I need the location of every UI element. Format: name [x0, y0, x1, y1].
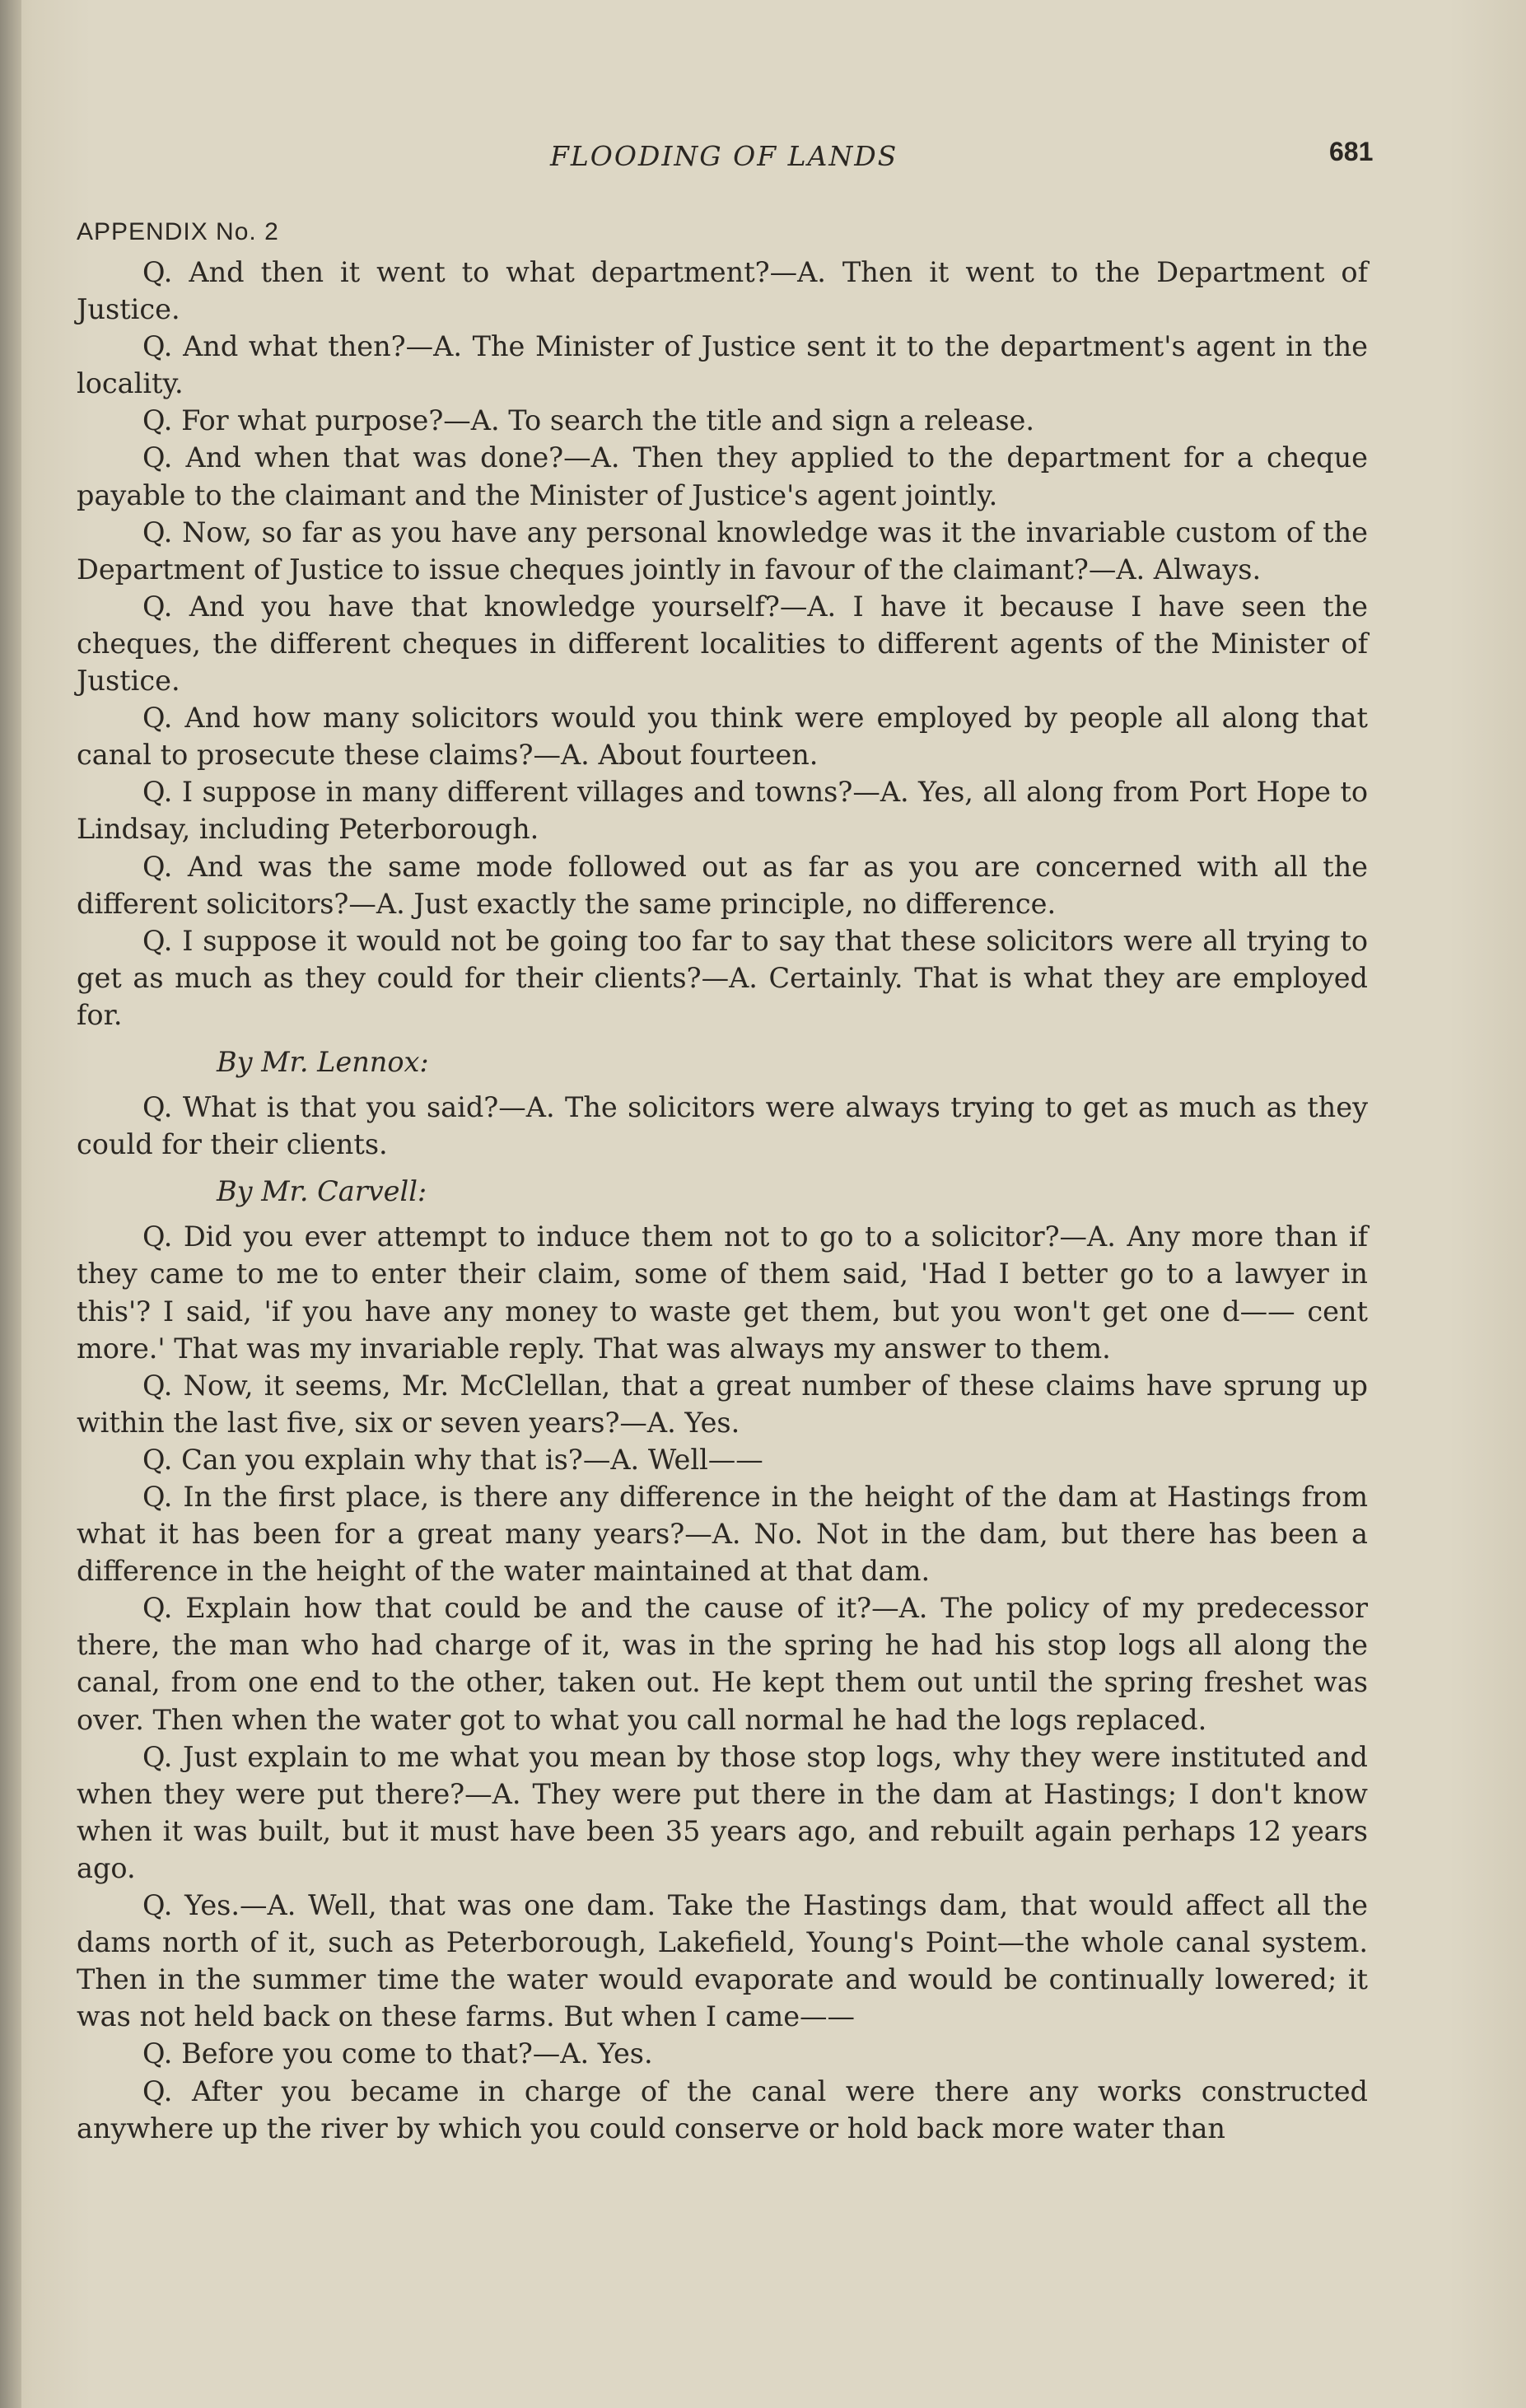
- qa-paragraph: Q. Now, it seems, Mr. McClellan, that a great number of these claims have sprung up within the last five, six or seven years?—A. Yes.: [77, 1369, 1368, 1439]
- qa-paragraph: Q. I suppose it would not be going too far to say that these solicitors were all trying to get as much as they could for their clients?—A. Certainly. That is what they are employed for.: [77, 924, 1368, 1031]
- qa-paragraph: Q. And was the same mode followed out as far as you are concerned with all the different solicitors?—A. Just exactly the same principle, no difference.: [77, 850, 1368, 920]
- qa-paragraph: Q. And how many solicitors would you think were employed by people all along that canal to prosecute these claims?—A. About fourteen.: [77, 702, 1368, 772]
- binding-edge: [0, 0, 21, 2408]
- qa-paragraph: Q. And when that was done?—A. Then they applied to the department for a cheque payable to the claimant and the Minister of Justice's agent jointly.: [77, 441, 1368, 511]
- speaker-heading: By Mr. Carvell:: [217, 1175, 427, 1208]
- qa-paragraph: Q. Explain how that could be and the cause of it?—A. The policy of my predecessor there, the man who had charge of it, was in the spring he had his stop logs all along the canal, from one end to the other, taken out. He kept them out until the spring freshet was over. Then when the water got to what you call normal he had the logs replaced.: [77, 1592, 1368, 1736]
- qa-paragraph: Q. Now, so far as you have any personal knowledge was it the invariable custom of the Department of Justice to issue cheques jointly in favour of the claimant?—A. Always.: [77, 516, 1368, 586]
- qa-paragraph: Q. And you have that knowledge yourself?—A. I have it because I have seen the cheques, the different cheques in different localities to different agents of the Minister of Justice.: [77, 590, 1368, 698]
- qa-paragraph: Q. Just explain to me what you mean by those stop logs, why they were instituted and when they were put there?—A. They were put there in the dam at Hastings; I don't know when it was built, but it must have been 35 years ago, and rebuilt again perhaps 12 years ago.: [77, 1740, 1368, 1884]
- running-head: [0, 137, 1526, 189]
- qa-paragraph: Q. For what purpose?—A. To search the title and sign a release.: [142, 404, 1035, 437]
- testimony-body: [77, 254, 1368, 2147]
- qa-paragraph: Q. Before you come to that?—A. Yes.: [142, 2037, 653, 2070]
- qa-paragraph: Q. After you became in charge of the canal were there any works constructed anywhere up the river by which you could conserve or hold back more water than: [77, 2074, 1368, 2144]
- speaker-heading: By Mr. Lennox:: [217, 1045, 429, 1078]
- qa-paragraph: Q. Did you ever attempt to induce them not to go to a solicitor?—A. Any more than if they came to me to enter their claim, some of them said, 'Had I better go to a lawyer in this'? I said, 'if you have any money to waste get them, but you won't get one d—— cent more.' That was my invariable reply. That was always my answer to them.: [77, 1220, 1368, 1365]
- qa-paragraph: Q. And then it went to what department?—A. Then it went to the Department of Justice.: [77, 256, 1368, 326]
- qa-paragraph: Q. And what then?—A. The Minister of Justice sent it to the department's agent in the locality.: [77, 330, 1368, 400]
- qa-paragraph: Q. What is that you said?—A. The solicitors were always trying to get as much as they could for their clients.: [77, 1091, 1368, 1161]
- page-number: 681: [1329, 137, 1374, 166]
- appendix-label: APPENDIX No. 2: [77, 218, 279, 245]
- qa-paragraph: Q. Yes.—A. Well, that was one dam. Take the Hastings dam, that would affect all the dams north of it, such as Peterborough, Lakefield, Young's Point—the whole canal system. Then in the summer time the water would evaporate and would be continually lowered; it was not held back on these farms. But when I came——: [77, 1889, 1368, 2033]
- running-title: FLOODING OF LANDS: [550, 140, 898, 172]
- qa-paragraph: Q. I suppose in many different villages and towns?—A. Yes, all along from Port Hope to Lindsay, including Peterborough.: [77, 776, 1368, 846]
- qa-paragraph: Q. Can you explain why that is?—A. Well——: [142, 1443, 763, 1476]
- qa-paragraph: Q. In the first place, is there any difference in the height of the dam at Hastings from what it has been for a great many years?—A. No. Not in the dam, but there has been a difference in the height of the water maintained at that dam.: [77, 1481, 1368, 1588]
